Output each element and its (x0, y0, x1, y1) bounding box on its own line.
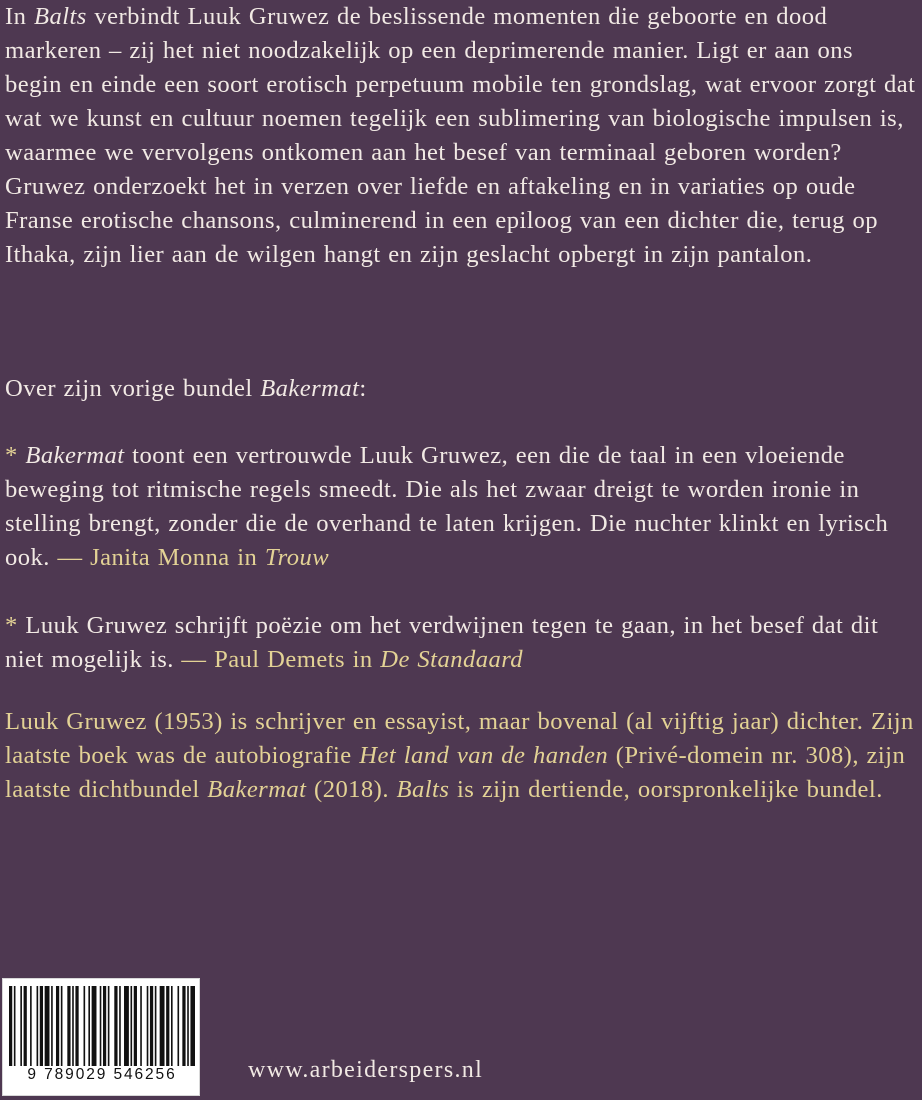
barcode-bar (108, 986, 110, 1066)
barcode-bar (72, 986, 74, 1066)
blurb-paragraph (5, 0, 917, 272)
bio-text-2: (Privé-domein nr. 308), zijn laatste dichtbundel (5, 742, 906, 803)
barcode-bar (100, 986, 102, 1066)
book-blurb (5, 0, 917, 272)
review-quote-1 (5, 439, 917, 575)
barcode-bar (67, 986, 70, 1066)
quote-1-reviewer: — Janita Monna in (57, 544, 265, 571)
barcode-bar (190, 986, 195, 1066)
barcode-bar (119, 986, 121, 1066)
barcode-bar (114, 986, 117, 1066)
intro-book-title: Bakermat (260, 375, 360, 402)
bio-text-1: Luuk Gruwez (1953) is schrijver en essayist, maar bovenal (al vijftig jaar) dichter. Zijn laatste boek was de autobiografie (5, 708, 914, 769)
barcode-bar (103, 986, 106, 1066)
barcode-bar (45, 986, 50, 1066)
barcode-bar (166, 986, 169, 1066)
barcode-bar (61, 986, 63, 1066)
barcode-bar (40, 986, 43, 1066)
blurb-book-title: Balts (34, 3, 87, 30)
barcode-bar (177, 986, 179, 1066)
barcode-bar (51, 986, 53, 1066)
asterisk-icon: * (5, 612, 18, 639)
intro-colon: : (359, 375, 367, 402)
barcode-bar (155, 986, 157, 1066)
review-quote-2 (5, 609, 917, 677)
barcode-bar (20, 986, 22, 1066)
barcode-bar (75, 986, 78, 1066)
barcode-bar (9, 986, 12, 1066)
isbn-number: 9 789029 546256 (27, 1066, 177, 1083)
blurb-text: verbindt Luuk Gruwez de beslissende momenten die geboorte en dood markeren – zij het niet noodzakelijk op een deprimerende manier. Ligt er aan ons begin en einde een soort erotisch perpetuum mobile ten grondslag, wat ervoor zorgt dat wat we kunst en cultuur noemen tegelijk een sublimering van biologische impulsen is, waarmee we vervolgens ontkomen aan het besef van terminaal geboren worden? Gruwez onderzoekt het in verzen over liefde en aftakeling en in variaties op oude Franse erotische chansons, culminerend in een epiloog van een dichter die, terug op Ithaka, zijn lier aan de wilgen hangt en zijn geslacht opbergt in zijn pantalon. (5, 3, 916, 268)
barcode-bar (88, 986, 90, 1066)
quote-2-paragraph (5, 609, 917, 677)
quote-2-reviewer: — Paul Demets in (181, 646, 381, 673)
barcode-bar (124, 986, 129, 1066)
barcode-bar (150, 986, 153, 1066)
blurb-text-start: In (5, 3, 34, 30)
bio-text-3: (2018). (306, 776, 397, 803)
bio-book-title-2: Bakermat (207, 776, 307, 803)
bio-book-title-3: Balts (396, 776, 450, 803)
barcode-bar (131, 986, 133, 1066)
barcode-bar (92, 986, 97, 1066)
quote-2-attribution (181, 646, 523, 673)
barcode-bar (171, 986, 173, 1066)
barcode-bar (160, 986, 165, 1066)
quote-1-source: Trouw (264, 544, 330, 571)
quote-1-attribution (57, 544, 329, 571)
quote-1-book-title: Bakermat (25, 442, 125, 469)
intro-prefix: Over zijn vorige bundel (5, 375, 261, 402)
quote-2-source: De Standaard (380, 646, 524, 673)
barcode-bar (37, 986, 39, 1066)
asterisk-icon: * (5, 442, 18, 469)
barcode-bars-icon (9, 986, 195, 1066)
barcode-bar (84, 986, 86, 1066)
bio-paragraph (5, 705, 917, 807)
barcode-bar (140, 986, 142, 1066)
bio-text-4: is zijn dertiende, oorspronkelijke bundel. (449, 776, 883, 803)
isbn-barcode (2, 978, 200, 1096)
quote-1-paragraph (5, 439, 917, 575)
barcode-bar (14, 986, 16, 1066)
bio-book-title-1: Het land van de handen (359, 742, 609, 769)
barcode-bar (182, 986, 185, 1066)
barcode-bar (187, 986, 189, 1066)
quote-1-text: toont een vertrouwde Luuk Gruwez, een die de taal in een vloeiende beweging tot ritmische regels smeedt. Die als het zwaar dreigt te worden ironie in stelling brengt, zonder die de overhand te laten krijgen. Die nuchter klinkt en lyrisch ook. (5, 442, 889, 571)
barcode-bar (56, 986, 59, 1066)
author-bio (5, 705, 917, 807)
barcode-bar (147, 986, 149, 1066)
intro-line (5, 372, 917, 406)
previous-collection-intro (5, 372, 917, 406)
barcode-bar (134, 986, 137, 1066)
barcode-bar (24, 986, 27, 1066)
publisher-website: www.arbeiderspers.nl (248, 1057, 484, 1083)
barcode-bar (30, 986, 32, 1066)
quote-2-text: Luuk Gruwez schrijft poëzie om het verdwijnen tegen te gaan, in het besef dat dit niet mogelijk is. (5, 612, 879, 673)
